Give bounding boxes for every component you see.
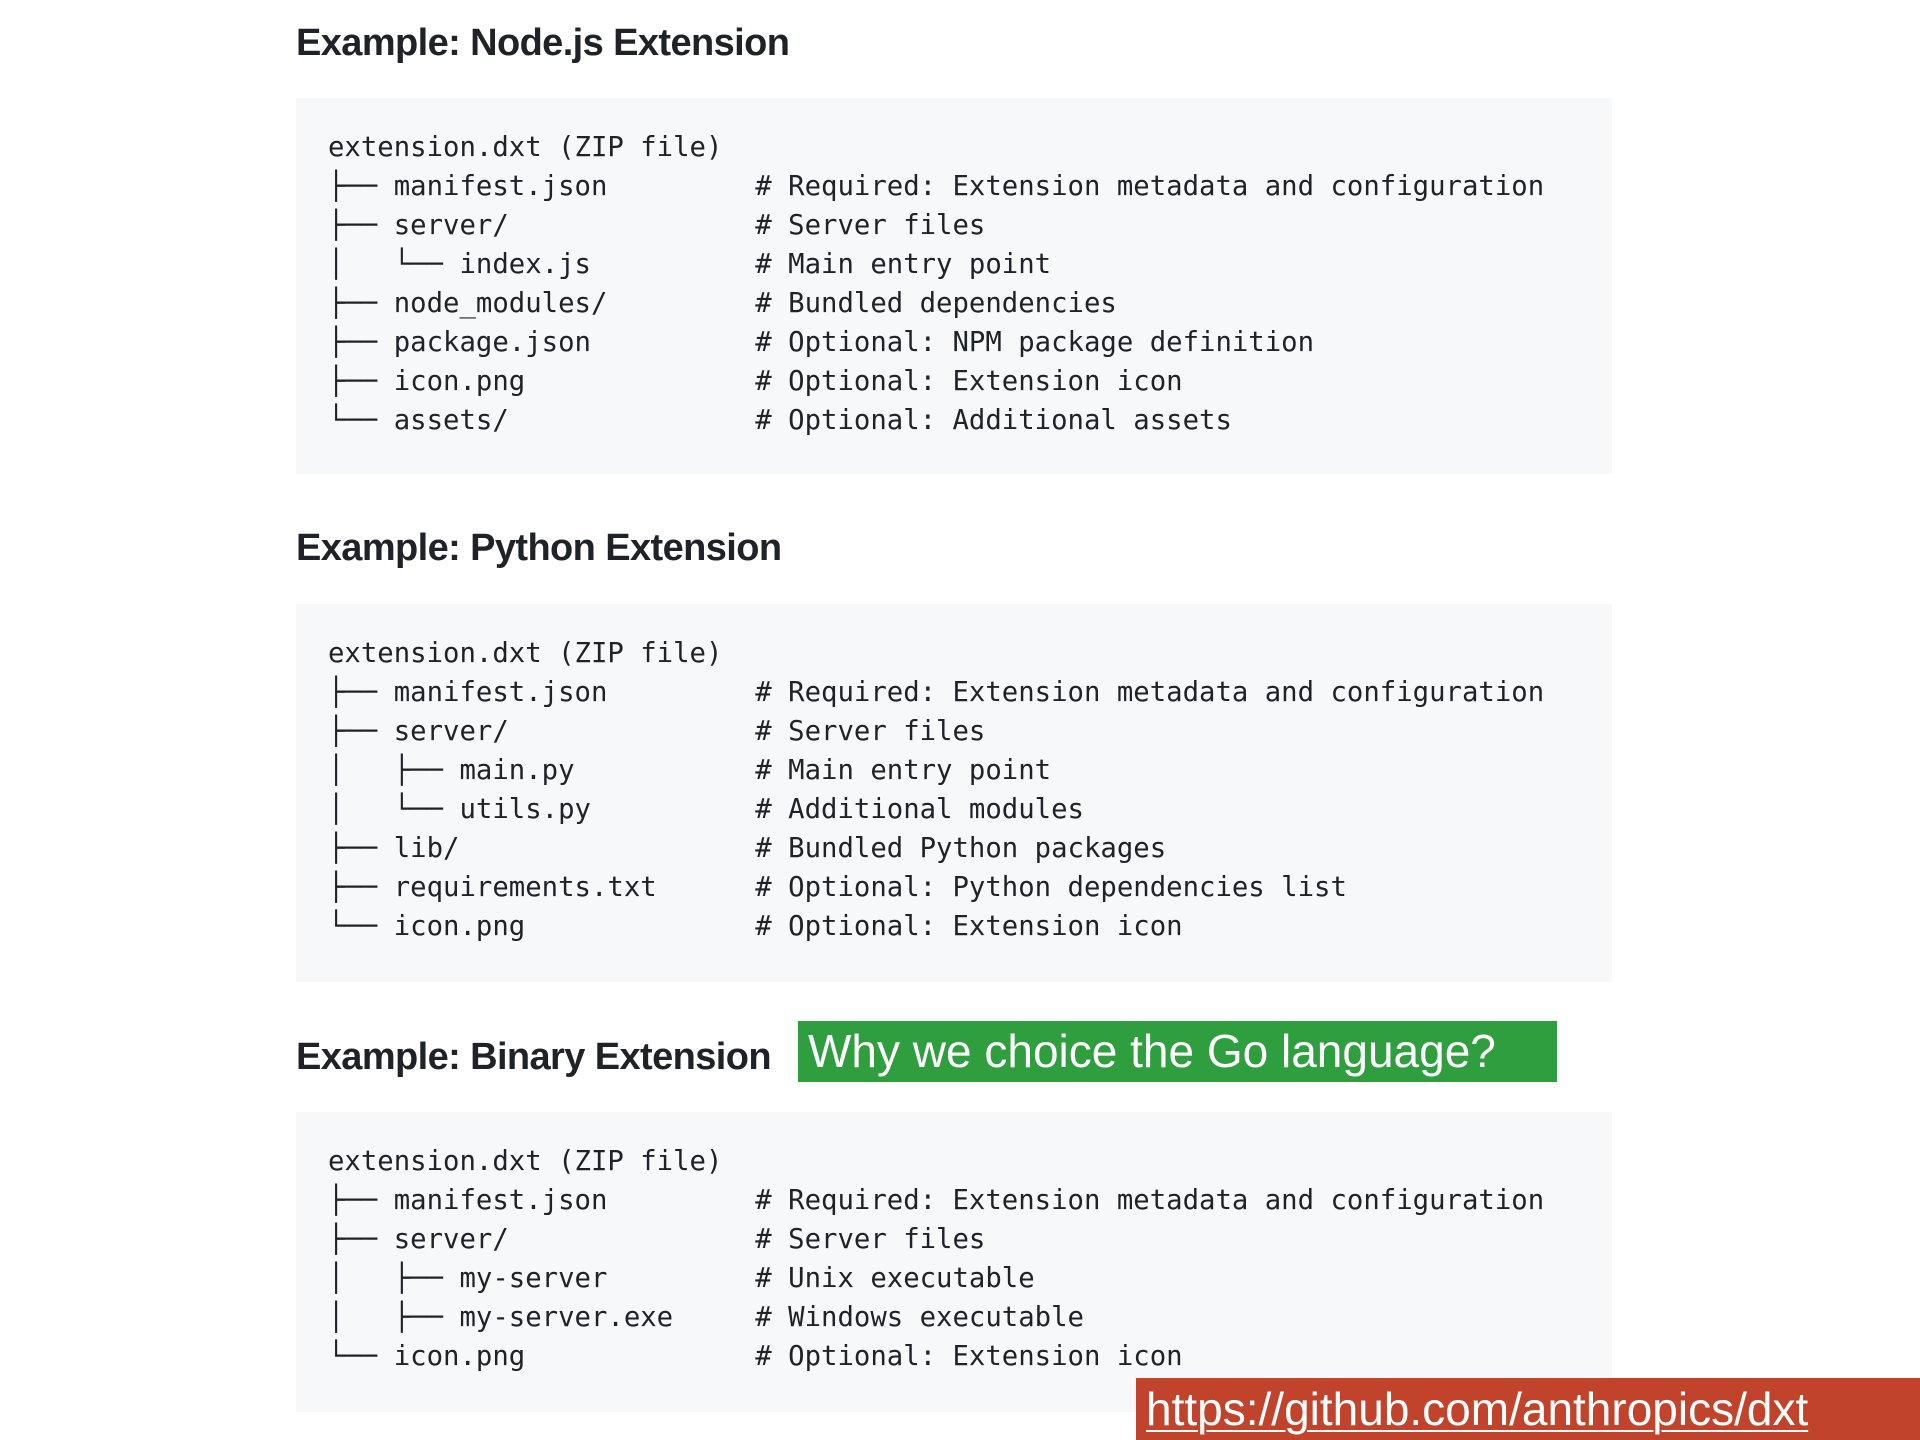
code-line: extension.dxt (ZIP file) — [328, 638, 723, 669]
section-heading-binary: Example: Binary Extension — [296, 1036, 771, 1078]
code-line: ├── server/ # Server files — [328, 1224, 986, 1255]
code-line: │ ├── my-server # Unix executable — [328, 1263, 1035, 1294]
code-line: │ └── utils.py # Additional modules — [328, 794, 1084, 825]
code-line: ├── requirements.txt # Optional: Python dependencies list — [328, 872, 1347, 903]
code-line: ├── node_modules/ # Bundled dependencies — [328, 288, 1117, 319]
code-line: ├── package.json # Optional: NPM package definition — [328, 327, 1315, 358]
code-line: extension.dxt (ZIP file) — [328, 132, 723, 163]
question-banner: Why we choice the Go language? — [798, 1021, 1557, 1082]
code-line: ├── manifest.json # Required: Extension metadata and configuration — [328, 1185, 1545, 1216]
code-line: ├── icon.png # Optional: Extension icon — [328, 366, 1183, 397]
source-url-link[interactable]: https://github.com/anthropics/dxt — [1136, 1378, 1920, 1440]
code-line: ├── lib/ # Bundled Python packages — [328, 833, 1167, 864]
code-line: │ └── index.js # Main entry point — [328, 249, 1052, 280]
code-line: └── assets/ # Optional: Additional assets — [328, 405, 1232, 436]
section-heading-python: Example: Python Extension — [296, 527, 782, 569]
code-line: ├── server/ # Server files — [328, 716, 986, 747]
code-block-nodejs — [296, 98, 1612, 474]
section-heading-nodejs: Example: Node.js Extension — [296, 22, 790, 64]
code-line: extension.dxt (ZIP file) — [328, 1146, 723, 1177]
code-line: └── icon.png # Optional: Extension icon — [328, 1341, 1183, 1372]
code-line: │ ├── my-server.exe # Windows executable — [328, 1302, 1084, 1333]
code-line: ├── manifest.json # Required: Extension metadata and configuration — [328, 171, 1545, 202]
code-block-python — [296, 604, 1612, 982]
code-line: ├── server/ # Server files — [328, 210, 986, 241]
code-line: │ ├── main.py # Main entry point — [328, 755, 1052, 786]
code-block-binary — [296, 1112, 1612, 1412]
code-line: └── icon.png # Optional: Extension icon — [328, 911, 1183, 942]
code-line: ├── manifest.json # Required: Extension metadata and configuration — [328, 677, 1545, 708]
